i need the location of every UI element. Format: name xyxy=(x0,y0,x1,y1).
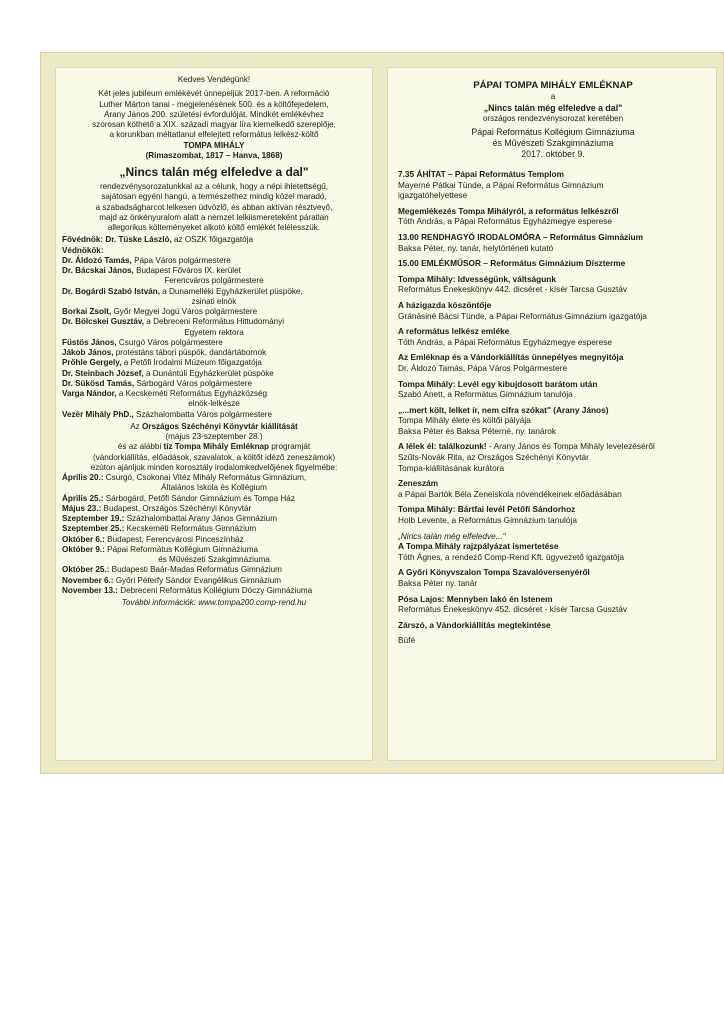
program-heading xyxy=(398,379,708,390)
program-detail: Református Énekeskönyv 452. dicséret - kísér Tarcsa Gusztáv xyxy=(398,604,628,615)
program-heading xyxy=(398,441,708,452)
program-item xyxy=(398,300,708,321)
intro-line: Két jeles jubileum emlékévét ünnepeljük 2017-ben. A reformáció xyxy=(98,89,330,99)
sponsor-name: Dr. Áldozó Tamás, xyxy=(62,255,132,265)
sponsor-role: a Dunamelléki Egyházkerület püspöke, xyxy=(159,286,303,296)
program-heading-text: A házigazda köszöntője xyxy=(398,299,492,310)
sponsor-item xyxy=(62,379,366,389)
program-detail: Tompa-kiállításának kurátora xyxy=(398,462,505,473)
program-heading xyxy=(398,478,708,489)
sponsor-role: Budapest Főváros IX. kerület xyxy=(133,266,241,275)
exhibit-title: Országos Széchényi Könyvtár kiállítását xyxy=(141,421,298,431)
program-heading-text: Tompa Mihály: Levél egy kibujdosott barátom után xyxy=(398,378,598,389)
exhibition-text xyxy=(62,422,366,473)
program-item xyxy=(398,567,708,588)
exhibit-line4: (vándorkiállítás, előadások, szavalatok, a költőt idéző zeneszámok) xyxy=(92,452,336,462)
program-heading-text: Az Emléknap és a Vándorkiállítás ünnepélyes megnyitója xyxy=(398,352,624,363)
program-item xyxy=(398,531,708,563)
schedule-venue: Pápai Református Kollégium Gimnáziuma xyxy=(104,544,258,554)
schedule-date: Szeptember 19.: xyxy=(62,514,125,523)
sponsor-role: a Debreceni Református Hittudományi xyxy=(144,317,285,327)
program-heading xyxy=(398,274,708,285)
exhibit-line3-post: programját xyxy=(269,442,311,452)
sponsor-item xyxy=(62,389,366,399)
program-item xyxy=(398,206,708,227)
sponsor-name: Dr. Steinbach József, xyxy=(62,368,144,378)
program-detail: a Pápai Bartók Béla Zeneiskola növendékeinek előadásában xyxy=(398,488,622,499)
program-plain: Büfé xyxy=(398,635,416,646)
series-line: majd az önkényuralom alatt a nemzet lelkiismereteként páratlan xyxy=(99,212,329,222)
program-heading xyxy=(398,567,708,578)
schedule-date: Október 9.: xyxy=(62,544,105,554)
program-item xyxy=(398,326,708,347)
sponsor-item xyxy=(62,266,366,276)
sponsor-role-cont: Egyetem rektora xyxy=(184,327,244,337)
schedule-row xyxy=(62,504,366,514)
program-detail: Református Énekeskönyv 442. dicséret - kísér Tarcsa Gusztáv xyxy=(398,284,628,295)
schedule-venue: Debreceni Református Kollégium Dóczy Gimnáziuma xyxy=(118,585,313,595)
sponsor-role-cont: zsinati elnök xyxy=(191,296,237,306)
sponsor-item xyxy=(62,256,366,266)
program-heading-text: 15.00 EMLÉKMŰSOR – Református Gimnázium Díszterme xyxy=(398,258,626,269)
sponsor-role: Százhalombatta Város polgármestere xyxy=(133,409,272,419)
program-item xyxy=(398,635,708,646)
program-heading-text: A Győri Könyvszalon Tompa Szavalóversenyéről xyxy=(398,567,590,578)
program-item xyxy=(398,352,708,373)
sponsor-name: Dr. Bölcskei Gusztáv, xyxy=(62,317,145,327)
schedule-row xyxy=(62,545,366,555)
event-date: 2017. október 9. xyxy=(521,149,585,159)
program-list xyxy=(398,169,708,646)
program-item xyxy=(398,405,708,437)
program-heading xyxy=(398,326,708,337)
program-heading-text: 7.35 ÁHÍTAT – Pápai Református Templom xyxy=(398,169,564,179)
sponsor-role: a Dunántúli Egyházkerület püspöke xyxy=(143,368,274,378)
series-line: sajátosan egyéni hangú, a természethez mindig közel maradó, xyxy=(101,192,327,202)
program-detail: Baksa Péter, ny. tanár, helytörténeti kutató xyxy=(398,242,554,253)
sponsor-item xyxy=(62,410,366,420)
schedule-row xyxy=(62,586,366,596)
sponsor-item xyxy=(62,348,366,358)
program-detail: igazgatóhelyettese xyxy=(398,190,468,201)
sponsor-name: Varga Nándor, xyxy=(62,389,117,398)
schedule-venue: Budapesti Baár-Madas Református Gimnázium xyxy=(109,565,282,575)
brochure-sheet xyxy=(40,52,724,774)
program-item xyxy=(398,232,708,253)
series-line: allegorikus költeményeket alkotó költő emlékét felélesszük. xyxy=(107,223,321,232)
left-panel xyxy=(55,67,373,761)
program-heading-text: Megemlékezés Tompa Mihályról, a református lelkészről xyxy=(398,205,619,216)
exhibit-line3-pre: és az alábbi xyxy=(117,442,164,452)
program-item xyxy=(398,504,708,525)
program-heading-text: A református lelkész emléke xyxy=(398,326,510,337)
program-item xyxy=(398,478,708,499)
sponsor-role: Győr Megyei Jogú Város polgármestere xyxy=(111,307,258,316)
sponsor-role-cont: elnök-lelkésze xyxy=(188,399,240,409)
sponsor-role: a Kecskeméti Református Egyházközség xyxy=(116,389,268,398)
exhibit-line3-bold: tíz Tompa Mihály Emléknap xyxy=(163,442,270,452)
more-info-link[interactable]: További információk: www.tompa200.comp-rend.hu xyxy=(121,598,307,607)
program-heading-text: 13.00 RENDHAGYÓ IRODALOMÓRA – Református Gimnázium xyxy=(398,231,643,242)
schedule-row xyxy=(62,535,366,545)
intro-line: szorosan köthető a XIX. századi magyar líra kiemelkedő szereplője, xyxy=(92,120,336,129)
event-a: a xyxy=(550,92,556,101)
sponsor-item xyxy=(62,358,366,368)
sponsors-label: Védnökök: xyxy=(62,245,104,255)
program-detail: Gránásiné Bácsi Tünde, a Pápai Református Gimnázium igazgatója xyxy=(398,310,647,321)
schedule-row xyxy=(62,524,366,534)
program-detail: Tóth András, a Pápai Református Egyházmegye esperese xyxy=(398,216,612,227)
schedule-venue-cont: és Művészeti Szakgimnáziuma xyxy=(158,555,270,564)
intro-line: Arany János 200. születési évfordulóját. Mindkét emlékévhez xyxy=(104,109,324,119)
program-detail: Mayerné Pátkai Tünde, a Pápai Református Gimnázium xyxy=(398,179,604,190)
sponsor-name: Dr. Bogárdi Szabó István, xyxy=(62,286,160,296)
sponsor-name: Dr. Bácskai János, xyxy=(62,266,134,275)
program-heading xyxy=(398,169,708,180)
greeting: Kedves Vendégünk! xyxy=(177,75,251,84)
program-heading-text: A Tompa Mihály rajzpályázat ismertetése xyxy=(398,541,559,552)
sponsor-name: Vezér Mihály PhD., xyxy=(62,409,134,419)
event-quote-title: „Nincs talán még elfeledve a dal" xyxy=(483,103,623,113)
sponsor-name: Dr. Sükösd Tamás, xyxy=(62,378,135,388)
sponsor-item xyxy=(62,317,366,327)
program-detail: Dr. Áldozó Tamás, Pápa Város Polgármestere xyxy=(398,362,568,373)
program-item xyxy=(398,274,708,295)
sponsor-item xyxy=(62,307,366,317)
program-heading xyxy=(398,258,708,269)
program-item xyxy=(398,441,708,473)
program-heading-text: Zárszó, a Vándorkiállítás megtekintése xyxy=(398,619,551,630)
intro-line: a korunkban méltatlanul elfelejtett református lelkész-költő xyxy=(109,130,319,140)
schedule-date: Szeptember 25.: xyxy=(62,524,125,534)
series-text xyxy=(62,182,366,233)
program-detail: Szabó Anett, a Református Gimnázium tanulója xyxy=(398,389,573,400)
school-line1: Pápai Református Kollégium Gimnáziuma xyxy=(471,127,635,137)
sponsor-item xyxy=(62,369,366,379)
program-heading-text: Pósa Lajos: Mennyben lakó én Istenem xyxy=(398,593,553,604)
program-detail: Holb Levente, a Református Gimnázium tanulója xyxy=(398,515,577,526)
program-detail: Szűts-Novák Rita, az Országos Széchényi Könyvtár xyxy=(398,452,589,463)
schedule-list xyxy=(62,473,366,596)
event-series-note: országos rendezvénysorozat keretében xyxy=(482,114,624,123)
patron-name: Dr. Tüske László, xyxy=(105,235,172,245)
school-line2: és Művészeti Szakgimnáziuma xyxy=(492,138,614,148)
sponsor-role: Pápa Város polgármestere xyxy=(131,255,231,265)
program-heading xyxy=(398,504,708,515)
program-detail: Tompa Mihály élete és költői pályája xyxy=(398,415,531,426)
program-item xyxy=(398,620,708,631)
program-heading-text: A lélek él: találkozunk! xyxy=(398,441,487,452)
schedule-venue-cont: Általános Iskola és Kollégium xyxy=(161,483,267,493)
program-heading-text: Zeneszám xyxy=(398,478,439,489)
program-item xyxy=(398,594,708,615)
schedule-row xyxy=(62,494,366,504)
sponsor-name: Prőhle Gergely, xyxy=(62,358,122,368)
schedule-venue: Győri Péterfy Sándor Evangélikus Gimnázium xyxy=(113,575,282,585)
schedule-row xyxy=(62,576,366,586)
schedule-date: November 6.: xyxy=(62,575,114,585)
poet-dates: (Rimaszombat, 1817 – Hanva, 1868) xyxy=(145,150,283,160)
program-heading xyxy=(398,352,708,363)
schedule-venue: Csurgó, Csokonai Vitéz Mihály Református Gimnázium, xyxy=(103,473,307,482)
program-item xyxy=(398,169,708,201)
schedule-date: Október 25.: xyxy=(62,565,110,575)
exhibit-dates: (május 23-szeptember 28.) xyxy=(165,432,263,441)
program-heading xyxy=(398,232,708,243)
sponsor-name: Borkai Zsolt, xyxy=(62,307,112,316)
program-detail: Tóth Ágnes, a rendező Comp-Rend Kft. ügyvezető igazgatója xyxy=(398,551,624,562)
intro-line: Luther Márton tanai - megjelenésének 500. és a költőfejedelem, xyxy=(99,99,329,109)
right-panel xyxy=(387,67,717,761)
schedule-date: November 13.: xyxy=(62,585,118,595)
program-pre: „Nincs talán még elfeledve..." xyxy=(398,530,506,541)
program-item xyxy=(398,258,708,269)
sponsor-name: Jákob János, xyxy=(62,348,114,357)
exhibit-line5: ezúton ajánljuk minden korosztály irodalomkedvelőjének figyelmébe: xyxy=(90,462,338,472)
program-detail: Baksa Péter és Baksa Péterné, ny. tanárok xyxy=(398,425,557,436)
sponsor-role: a Petőfi Irodalmi Múzeum főigazgatója xyxy=(121,358,262,368)
sponsor-role: protestáns tábori püspök, dandártábornok xyxy=(113,348,267,357)
schedule-venue: Százhalombattai Arany János Gimnázium xyxy=(124,514,277,523)
program-heading-text: Tompa Mihály: Idvességünk, váltságunk xyxy=(398,273,556,284)
schedule-date: Május 23.: xyxy=(62,503,102,513)
series-line: rendezvénysorozatunkkal az a célunk, hogy a népi ihletettségű, xyxy=(99,182,329,191)
sponsor-role-cont: Ferencváros polgármestere xyxy=(164,276,264,286)
schedule-venue: Budapest, Ferencvárosi Pinceszínház xyxy=(104,534,244,544)
schedule-venue: Budapest, Országos Széchényi Könyvtár xyxy=(101,503,252,513)
program-heading-text: „...mert költ, lelket ír, nem cifra szókat" (Arany János) xyxy=(398,404,609,415)
program-heading xyxy=(398,594,708,605)
series-title: „Nincs talán még elfeledve a dal" xyxy=(119,165,309,179)
series-line: a szabadságharcot lelkesen üdvözlő, és abban aktívan résztvevő, xyxy=(95,202,333,212)
schedule-date: Október 6.: xyxy=(62,534,105,544)
schedule-venue: Sárbogárd, Petőfi Sándor Gimnázium és Tompa Ház xyxy=(103,493,295,503)
program-heading-text: Tompa Mihály: Bártfai levél Petőfi Sándorhoz xyxy=(398,504,576,515)
sponsor-list xyxy=(62,256,366,420)
program-heading xyxy=(398,300,708,311)
program-heading-post: - Arany János és Tompa Mihály levelezéséről xyxy=(486,441,655,452)
patron xyxy=(62,235,366,256)
sponsor-role: Csurgó Város polgármestere xyxy=(116,337,223,347)
schedule-venue: Kecskeméti Református Gimnázium xyxy=(124,524,257,534)
schedule-row xyxy=(62,565,366,575)
schedule-date: Április 25.: xyxy=(62,493,104,503)
sponsor-item xyxy=(62,287,366,297)
poet-name: TOMPA MIHÁLY xyxy=(183,140,245,150)
program-detail: Tóth András, a Pápai Református Egyházmegye esperese xyxy=(398,336,612,347)
event-title: PÁPAI TOMPA MIHÁLY EMLÉKNAP xyxy=(473,80,633,91)
sponsor-item xyxy=(62,338,366,348)
program-item xyxy=(398,379,708,400)
program-detail: Baksa Péter ny. tanár xyxy=(398,578,478,588)
schedule-row xyxy=(62,473,366,483)
sponsor-name: Füstös János, xyxy=(62,337,117,347)
sponsor-role: Sárbogárd Város polgármestere xyxy=(134,378,252,388)
exhibit-pre: Az xyxy=(130,421,142,431)
patron-label: Fővédnök: xyxy=(62,235,104,245)
schedule-date: Április 20.: xyxy=(62,473,104,482)
program-heading xyxy=(398,405,708,416)
intro-text xyxy=(62,89,366,140)
program-heading xyxy=(398,541,708,552)
program-heading xyxy=(398,206,708,217)
patron-role: az OSZK főigazgatója xyxy=(171,235,254,245)
program-heading xyxy=(398,620,708,631)
schedule-row xyxy=(62,514,366,524)
